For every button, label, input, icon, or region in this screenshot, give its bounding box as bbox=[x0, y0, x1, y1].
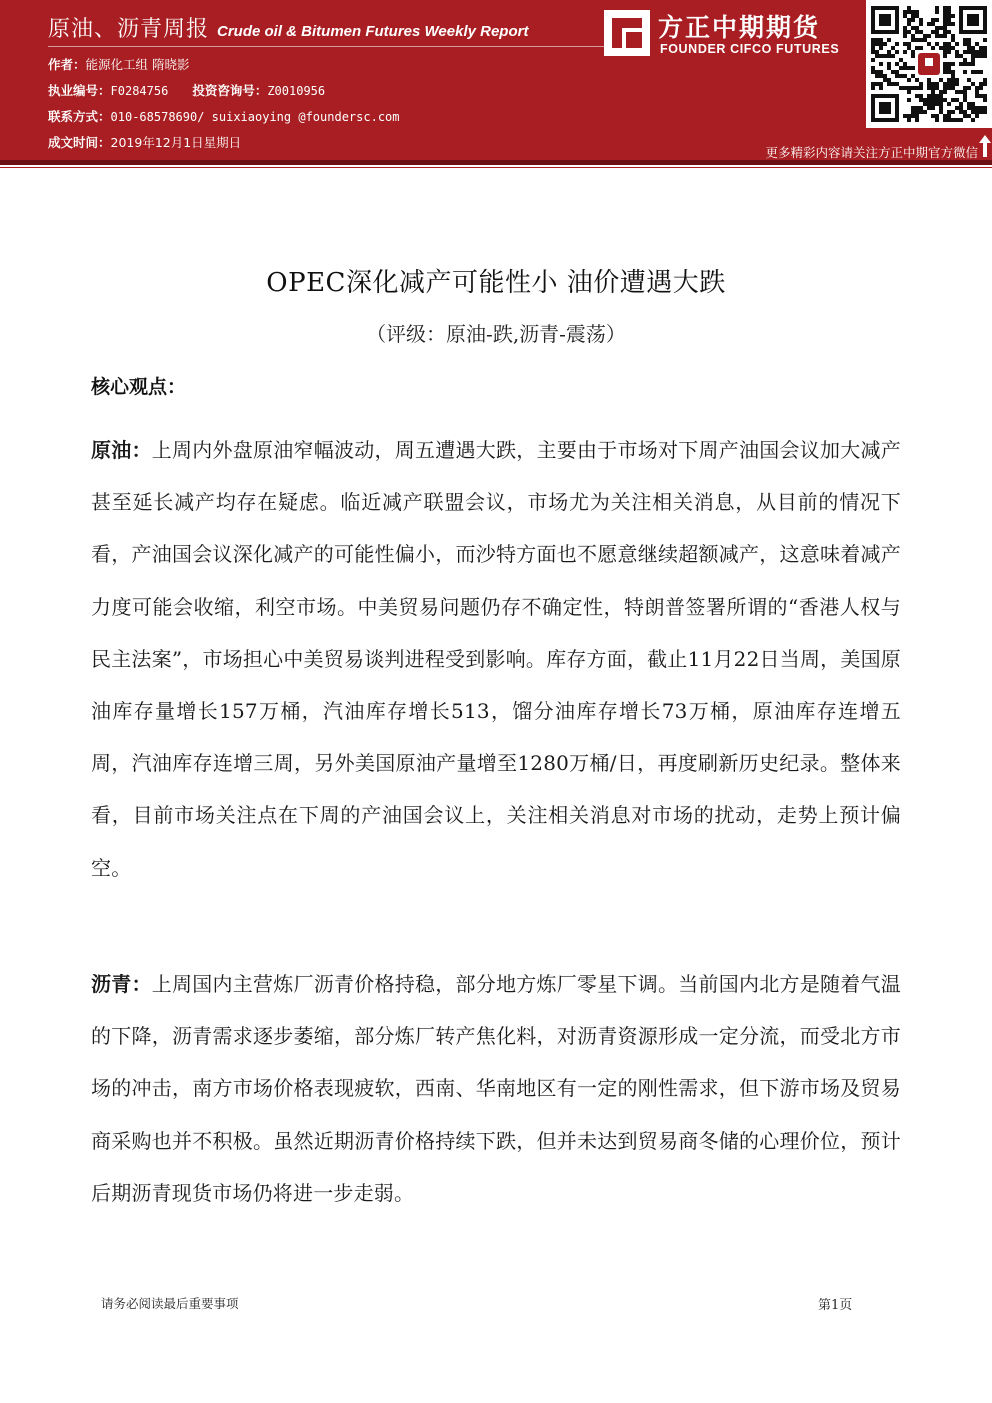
wechat-qr-code bbox=[866, 0, 992, 128]
follow-bar bbox=[720, 140, 992, 160]
crude-oil-paragraph bbox=[91, 424, 901, 894]
report-meta bbox=[48, 52, 400, 156]
date-value: 2019年12月1日星期日 bbox=[110, 135, 242, 150]
report-title-cn: 原油、沥青周报 bbox=[48, 17, 210, 42]
contact-label: 联系方式： bbox=[48, 109, 111, 124]
brand bbox=[604, 8, 862, 64]
advisory-label: 投资咨询号： bbox=[192, 83, 268, 98]
date-line bbox=[48, 130, 400, 156]
advisory-value: Z0010956 bbox=[267, 84, 326, 98]
bitumen-paragraph bbox=[91, 958, 901, 1219]
contact-line bbox=[48, 104, 400, 130]
crude-oil-label: 原油： bbox=[91, 438, 152, 462]
up-arrow-icon bbox=[978, 134, 992, 158]
page-number: 第1页 bbox=[818, 1298, 853, 1313]
brand-name-en: FOUNDER CIFCO FUTURES bbox=[660, 42, 840, 56]
report-title-row bbox=[48, 12, 528, 44]
article-headline: OPEC深化减产可能性小 油价遭遇大跌 bbox=[266, 268, 726, 298]
report-header bbox=[0, 0, 992, 160]
author-line bbox=[48, 52, 400, 78]
follow-text: 更多精彩内容请关注方正中期官方微信 bbox=[765, 145, 978, 160]
bitumen-text: 上周国内主营炼厂沥青价格持稳，部分地方炼厂零星下调。当前国内北方是随着气温的下降，沥青需求逐步萎缩，部分炼厂转产焦化料，对沥青资源形成一定分流，而受北方市场的冲击，南方市场价格表现疲软，西南、华南地区有一定的刚性需求，但下游市场及贸易商采购也并不积极。虽然近期沥青价格持续下跌，但并未达到贸易商冬储的心理价位，预计后期沥青现货市场仍将进一步走弱。 bbox=[91, 972, 901, 1205]
article-rating: （评级：原油-跌,沥青-震荡） bbox=[366, 322, 626, 346]
header-bottom-rule bbox=[0, 160, 992, 165]
core-view-heading: 核心观点： bbox=[91, 376, 187, 398]
license-label: 执业编号： bbox=[48, 83, 111, 98]
bitumen-label: 沥青： bbox=[91, 972, 152, 996]
header-divider bbox=[48, 46, 608, 47]
founder-logo-icon bbox=[604, 10, 650, 56]
crude-oil-text: 上周内外盘原油窄幅波动，周五遭遇大跌，主要由于市场对下周产油国会议加大减产甚至延长减产均存在疑虑。临近减产联盟会议，市场尤为关注相关消息，从目前的情况下看，产油国会议深化减产的可能性偏小，而沙特方面也不愿意继续超额减产，这意味着减产力度可能会收缩，利空市场。中美贸易问题仍存不确定性，特朗普签署所谓的“香港人权与民主法案”，市场担心中美贸易谈判进程受到影响。库存方面，截止11月22日当周，美国原油库存量增长157万桶，汽油库存增长513，馏分油库存增长73万桶，原油库存连增五周，汽油库存连增三周，另外美国原油产量增至1280万桶/日，再度刷新历史纪录。整体来看，目前市场关注点在下周的产油国会议上，关注相关消息对市场的扰动，走势上预计偏空。 bbox=[91, 438, 901, 880]
license-value: F0284756 bbox=[110, 84, 169, 98]
contact-value[interactable]: 010-68578690/ suixiaoying @foundersc.com bbox=[110, 110, 400, 124]
author-label: 作者： bbox=[48, 57, 86, 72]
brand-name-cn: 方正中期期货 bbox=[658, 13, 821, 42]
header-bottom-rule-thin bbox=[0, 167, 992, 168]
date-label: 成文时间： bbox=[48, 135, 111, 150]
footer-disclaimer: 请务必阅读最后重要事项 bbox=[101, 1296, 239, 1311]
report-title-en: Crude oil & Bitumen Futures Weekly Report bbox=[217, 23, 529, 40]
author-value: 能源化工组 隋晓影 bbox=[85, 57, 190, 72]
license-line bbox=[48, 78, 400, 104]
qr-code-icon bbox=[866, 0, 992, 128]
